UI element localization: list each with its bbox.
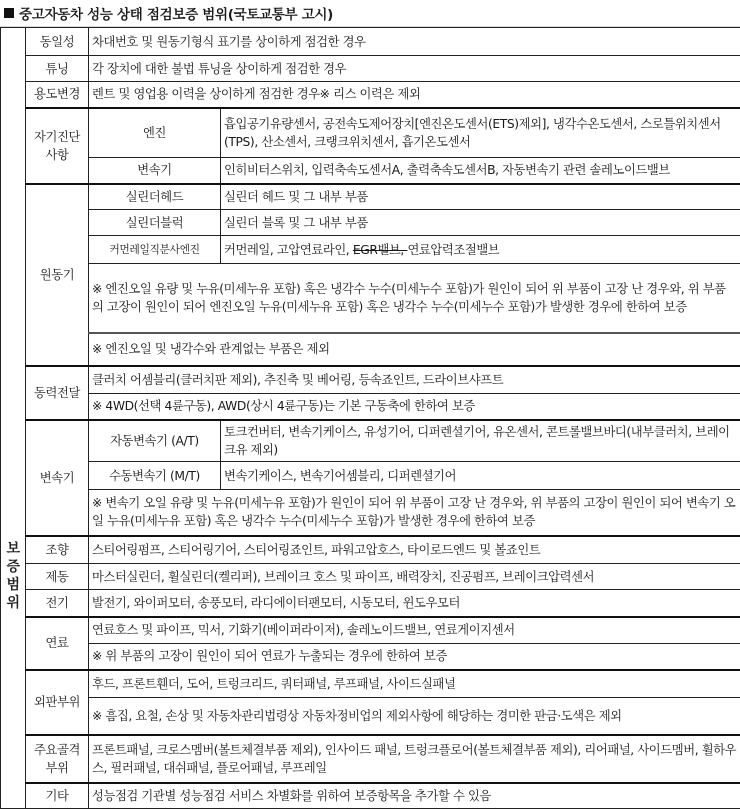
content-usage: 렌트 및 영업용 이력을 상이하게 점검한 경우※ 리스 이력은 제외 xyxy=(89,82,740,108)
content-cylinder-head: 실린더 헤드 및 그 내부 부품 xyxy=(221,184,740,210)
content-steering: 스티어링펌프, 스티어링기어, 스티어링죠인트, 파워고압호스, 타이로드엔드 및 볼죠인트 xyxy=(89,536,740,564)
side-label-warranty-scope xyxy=(1,28,26,809)
content-gearbox-auto: 토크컨버터, 변속기케이스, 유성기어, 디퍼렌셜기어, 유온센서, 콘트롤밸브바디(내부클러치, 브레이크유 제외) xyxy=(221,420,740,462)
category-diagnosis-line1: 자기진단 xyxy=(34,129,80,144)
content-diagnosis-engine: 흡입공기유량센서, 공전속도제어장치[엔진온도센서(ETS)제외], 냉각수온도센서, 스로틀위치센서(TPS), 산소센서, 크랭크위치센서, 흡기온도센서 xyxy=(221,108,740,158)
category-etc: 기타 xyxy=(26,783,89,809)
row-frame xyxy=(1,735,740,783)
row-electric xyxy=(1,590,740,617)
category-frame-line2: 부위 xyxy=(45,760,69,775)
row-identity xyxy=(1,28,740,56)
common-rail-text-after: 연료압력조절밸브 xyxy=(407,242,500,257)
row-gearbox-manual xyxy=(1,462,740,490)
row-exterior-note xyxy=(1,698,740,735)
sub-diagnosis-engine: 엔진 xyxy=(89,108,221,158)
side-char: 보 xyxy=(6,540,20,557)
content-power: 클러치 어셈블리(클러치판 제외), 추진축 및 베어링, 등속죠인트, 드라이브샤프트 xyxy=(89,366,740,394)
row-tuning xyxy=(1,56,740,82)
content-identity: 차대번호 및 원동기형식 표기를 상이하게 점검한 경우 xyxy=(89,28,740,56)
row-gearbox-auto xyxy=(1,420,740,462)
content-etc: 성능점검 기관별 성능점검 서비스 차별화를 위하여 보증항목을 추가할 수 있음 xyxy=(89,783,740,809)
struck-egr-valve-text: EGR밸브, xyxy=(352,242,408,257)
row-braking xyxy=(1,564,740,590)
side-char: 증 xyxy=(6,558,20,575)
note-motor-leak: ※ 엔진오일 유량 및 누유(미세누유 포함) 혹은 냉각수 누수(미세누수 포함)가 원인이 되어 위 부품이 고장 난 경우와, 위 부품의 고장이 원인이 되어 엔진오일 누유(미세누유 포함) 혹은 냉각수 누수(미세누수 포함)가 발생한 경우에 한하여 보증 xyxy=(89,264,740,333)
content-common-rail xyxy=(221,236,740,264)
content-electric: 발전기, 와이퍼모터, 송풍모터, 라디에이터팬모터, 시동모터, 윈도우모터 xyxy=(89,590,740,617)
sub-cylinder-block: 실린더블럭 xyxy=(89,210,221,236)
row-diagnosis-transmission xyxy=(1,158,740,184)
content-braking: 마스터실린더, 휠실린더(켈리퍼), 브레이크 호스 및 파이프, 배력장치, 진공펌프, 브레이크압력센서 xyxy=(89,564,740,590)
row-usage xyxy=(1,82,740,108)
row-exterior xyxy=(1,670,740,698)
content-gearbox-manual: 변속기케이스, 변속기어셈블리, 디퍼렌셜기어 xyxy=(221,462,740,490)
sub-cylinder-head: 실린더헤드 xyxy=(89,184,221,210)
title-text: 중고자동차 성능 상태 점검보증 범위(국토교통부 고시) xyxy=(19,7,334,23)
row-diagnosis-engine xyxy=(1,108,740,158)
category-diagnosis xyxy=(26,108,89,184)
category-steering: 조향 xyxy=(26,536,89,564)
category-frame-line1: 주요골격 xyxy=(34,742,80,757)
category-braking: 제동 xyxy=(26,564,89,590)
category-motor: 원동기 xyxy=(26,184,89,366)
note-power: ※ 4WD(선택 4륜구동), AWD(상시 4륜구동)는 기본 구동축에 한하여 보증 xyxy=(89,394,740,420)
sub-gearbox-manual: 수동변속기 (M/T) xyxy=(89,462,221,490)
sub-common-rail: 커먼레일직분사엔진 xyxy=(89,236,221,264)
category-diagnosis-line2: 사항 xyxy=(45,147,69,162)
category-gearbox: 변속기 xyxy=(26,420,89,536)
content-exterior: 후드, 프론트휀더, 도어, 트렁크리드, 쿼터패널, 루프패널, 사이드실패널 xyxy=(89,670,740,698)
content-frame: 프론트패널, 크로스멤버(볼트체결부품 제외), 인사이드 패널, 트렁크플로어(볼트체결부품 제외), 리어패널, 사이드멤버, 휠하우스, 필러패널, 대쉬패널, 플로어패널, 루프레일 xyxy=(89,735,740,783)
black-square-icon xyxy=(4,8,14,18)
note-gearbox: ※ 변속기 오일 유량 및 누유(미세누유 포함)가 원인이 되어 위 부품이 고장 난 경우와, 위 부품의 고장이 원인이 되어 변속기 오일 누유(미세누유 포함) 혹은 냉각수 누수(미세누수 포함)가 발생한 경우에 한하여 보증 xyxy=(89,490,740,536)
row-motor-cylinder-block xyxy=(1,210,740,236)
row-motor-cylinder-head xyxy=(1,184,740,210)
row-fuel xyxy=(1,617,740,644)
category-power: 동력전달 xyxy=(26,366,89,420)
row-power xyxy=(1,366,740,394)
category-electric: 전기 xyxy=(26,590,89,617)
note-motor-exclusion: ※ 엔진오일 및 냉각수와 관계없는 부품은 제외 xyxy=(89,333,740,366)
content-cylinder-block: 실린더 블록 및 그 내부 부품 xyxy=(221,210,740,236)
row-gearbox-note xyxy=(1,490,740,536)
note-exterior: ※ 흠집, 요철, 손상 및 자동차관리법령상 자동차정비업의 제외사항에 해당하는 경미한 판금·도색은 제외 xyxy=(89,698,740,735)
row-steering xyxy=(1,536,740,564)
category-identity: 동일성 xyxy=(26,28,89,56)
content-tuning: 각 장치에 대한 불법 튜닝을 상이하게 점검한 경우 xyxy=(89,56,740,82)
row-fuel-note xyxy=(1,644,740,670)
side-char: 범 xyxy=(6,576,20,593)
note-fuel: ※ 위 부품의 고장이 원인이 되어 연료가 누출되는 경우에 한하여 보증 xyxy=(89,644,740,670)
content-diagnosis-transmission: 인히비터스위치, 입력축속도센서A, 출력축속도센서B, 자동변속기 관련 솔레노이드밸브 xyxy=(221,158,740,184)
row-motor-note1 xyxy=(1,264,740,333)
document-title xyxy=(0,0,740,27)
common-rail-text: 커먼레일, 고압연료라인, xyxy=(224,242,353,257)
category-fuel: 연료 xyxy=(26,617,89,670)
row-etc xyxy=(1,783,740,809)
category-usage: 용도변경 xyxy=(26,82,89,108)
category-exterior: 외판부위 xyxy=(26,670,89,735)
row-motor-common-rail xyxy=(1,236,740,264)
category-frame xyxy=(26,735,89,783)
warranty-scope-table xyxy=(0,27,740,809)
sub-diagnosis-transmission: 변속기 xyxy=(89,158,221,184)
row-power-note xyxy=(1,394,740,420)
content-fuel: 연료호스 및 파이프, 믹서, 기화기(베이퍼라이저), 솔레노이드밸브, 연료게이지센서 xyxy=(89,617,740,644)
category-tuning: 튜닝 xyxy=(26,56,89,82)
sub-gearbox-auto: 자동변속기 (A/T) xyxy=(89,420,221,462)
row-motor-note2 xyxy=(1,333,740,366)
side-char: 위 xyxy=(6,594,20,611)
